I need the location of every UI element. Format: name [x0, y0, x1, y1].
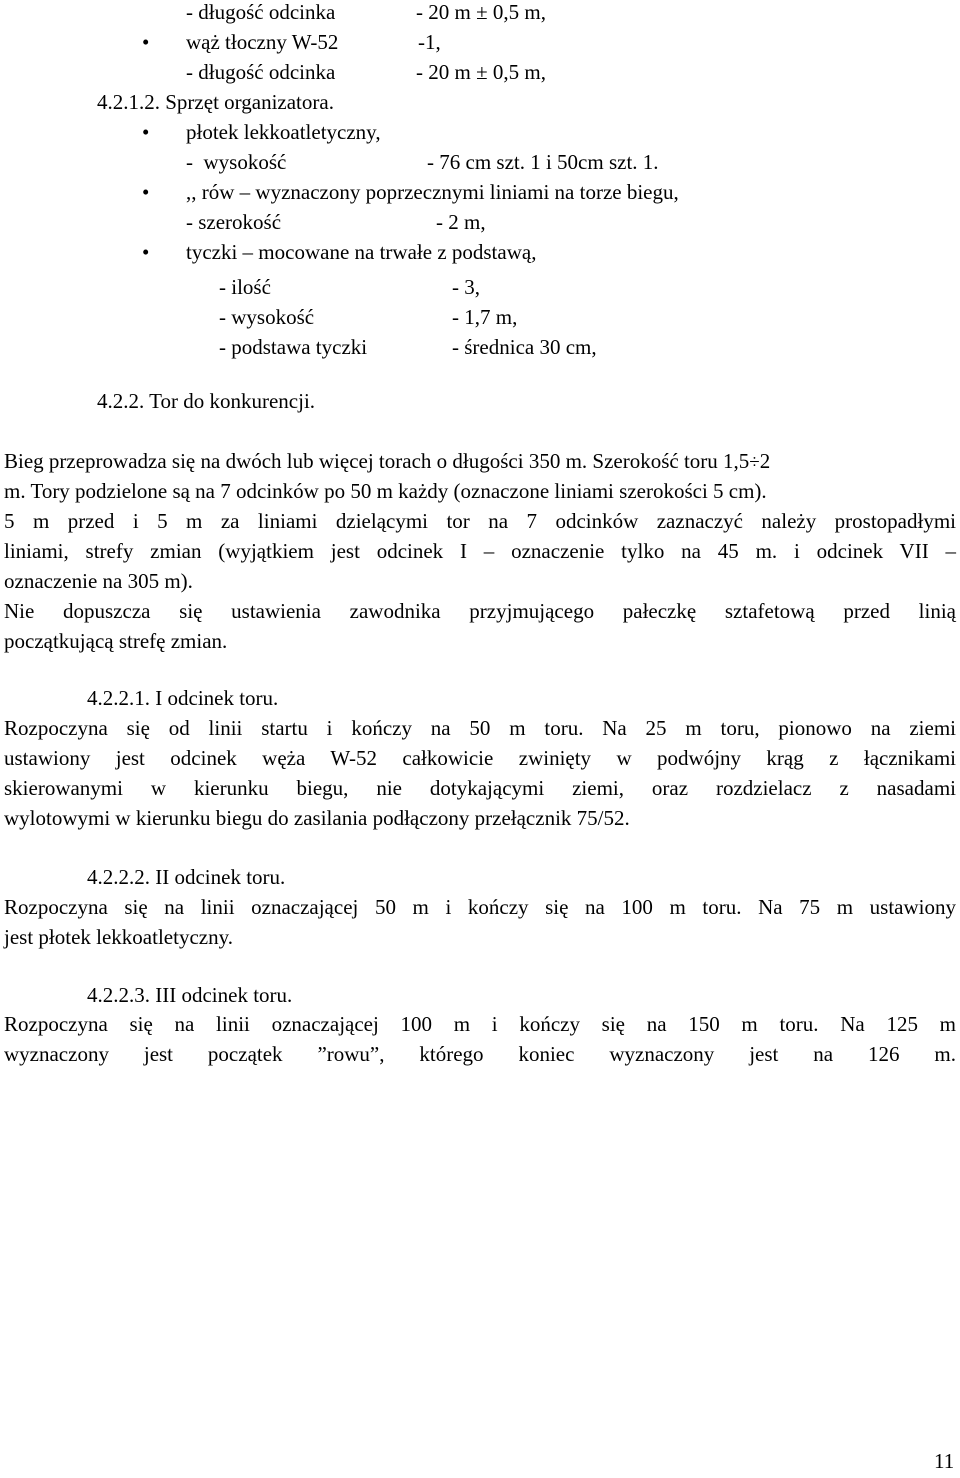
snake-item-label: wąż tłoczny W-52	[186, 30, 339, 54]
hurdle-item	[186, 122, 381, 143]
poles-base-value: - średnica 30 cm,	[452, 335, 597, 359]
ditch-item	[186, 182, 679, 203]
track-paragraph-1-line-1	[4, 451, 770, 472]
track-paragraph-1-line-2: m. Tory podzielone są na 7 odcinków po 50 m każdy (oznaczone liniami szerokości 5 cm).	[4, 479, 767, 503]
page-number: 11	[934, 1449, 955, 1473]
segment-3-heading: 4.2.2.3. III odcinek toru.	[87, 983, 293, 1007]
segment-3-line-2	[4, 1044, 956, 1065]
segment-1-line-2	[4, 748, 956, 769]
ditch-width-label: - szerokość	[186, 210, 282, 234]
segment-2-line-2: jest płotek lekkoatletyczny.	[4, 925, 233, 949]
track-p1-line1-end: 2	[759, 449, 771, 473]
track-p1-line1-text: Bieg przeprowadza się na dwóch lub więcej torach o długości 350 m. Szerokość toru 1,5	[4, 449, 750, 473]
segment-1-line-4: wylotowymi w kierunku biegu do zasilania podłączony przełącznik 75/52.	[4, 806, 630, 830]
snake-item-value: -1,	[418, 30, 441, 54]
ditch-width-value: - 2 m,	[436, 210, 486, 234]
segment-3-line-1-text: Rozpoczyna się na linii oznaczającej 100 m i kończy się na 150 m toru. Na 125 m	[4, 1012, 956, 1036]
segment-2-line-1-text: Rozpoczyna się na linii oznaczającej 50 m i kończy się na 100 m toru. Na 75 m ustawiony	[4, 895, 956, 919]
track-paragraph-1-line-5: oznaczenie na 305 m).	[4, 569, 193, 593]
poles-height-value: - 1,7 m,	[452, 305, 518, 329]
segment-2-line-1	[4, 897, 956, 918]
track-paragraph-1-line-4	[4, 541, 956, 562]
segment-1-line-3	[4, 778, 956, 799]
segment-3-line-1	[4, 1014, 956, 1035]
track-p1-line4-text: liniami, strefy zmian (wyjątkiem jest odcinek I – oznaczenie tylko na 45 m. i odcinek VII –	[4, 539, 956, 563]
poles-count-label: - ilość	[219, 275, 271, 299]
poles-item	[186, 242, 536, 263]
segment-3-line-2-text: wyznaczony jest początek ”rowu”, którego koniec wyznaczony jest na 126 m.	[4, 1042, 956, 1066]
track-paragraph-2-line-2: początkującą strefę zmian.	[4, 629, 228, 653]
segment-1-heading: 4.2.2.1. I odcinek toru.	[87, 686, 279, 710]
segment-1-line-1	[4, 718, 956, 739]
track-paragraph-2-line-1	[4, 601, 956, 622]
track-paragraph-1-line-3	[4, 511, 956, 532]
segment-1-line-2-text: ustawiony jest odcinek węża W-52 całkowicie zwinięty w podwójny krąg z łącznikami	[4, 746, 956, 770]
organizer-equipment-heading: 4.2.1.2. Sprzęt organizatora.	[97, 90, 334, 114]
hurdle-height-value: - 76 cm szt. 1 i 50cm szt. 1.	[427, 150, 659, 174]
division-symbol: ÷	[749, 452, 760, 473]
snake-length-1-value: - 20 m ± 0,5 m,	[416, 0, 546, 24]
ditch-item-label: ,, rów – wyznaczony poprzecznymi liniami na torze biegu,	[186, 180, 679, 204]
track-p1-line3-text: 5 m przed i 5 m za liniami dzielącymi tor na 7 odcinków zaznaczyć należy prostopadłymi	[4, 509, 956, 533]
poles-count-value: - 3,	[452, 275, 480, 299]
poles-item-label: tyczki – mocowane na trwałe z podstawą,	[186, 240, 537, 264]
poles-height-label: - wysokość	[219, 305, 315, 329]
snake-item	[186, 32, 338, 53]
poles-base-label: - podstawa tyczki	[219, 335, 368, 359]
hurdle-height-label: - wysokość	[186, 150, 287, 174]
hurdle-item-label: płotek lekkoatletyczny,	[186, 120, 381, 144]
snake-length-1-label: - długość odcinka	[186, 0, 336, 24]
segment-1-line-3-text: skierowanymi w kierunku biegu, nie dotykającymi ziemi, oraz rozdzielacz z nasadami	[4, 776, 956, 800]
segment-1-line-1-text: Rozpoczyna się od linii startu i kończy na 50 m toru. Na 25 m toru, pionowo na ziemi	[4, 716, 956, 740]
snake-length-2-value: - 20 m ± 0,5 m,	[416, 60, 546, 84]
track-p2-line1-text: Nie dopuszcza się ustawienia zawodnika przyjmującego pałeczkę sztafetową przed linią	[4, 599, 956, 623]
snake-length-2-label: - długość odcinka	[186, 60, 336, 84]
track-section-heading: 4.2.2. Tor do konkurencji.	[97, 389, 316, 413]
segment-2-heading: 4.2.2.2. II odcinek toru.	[87, 865, 286, 889]
